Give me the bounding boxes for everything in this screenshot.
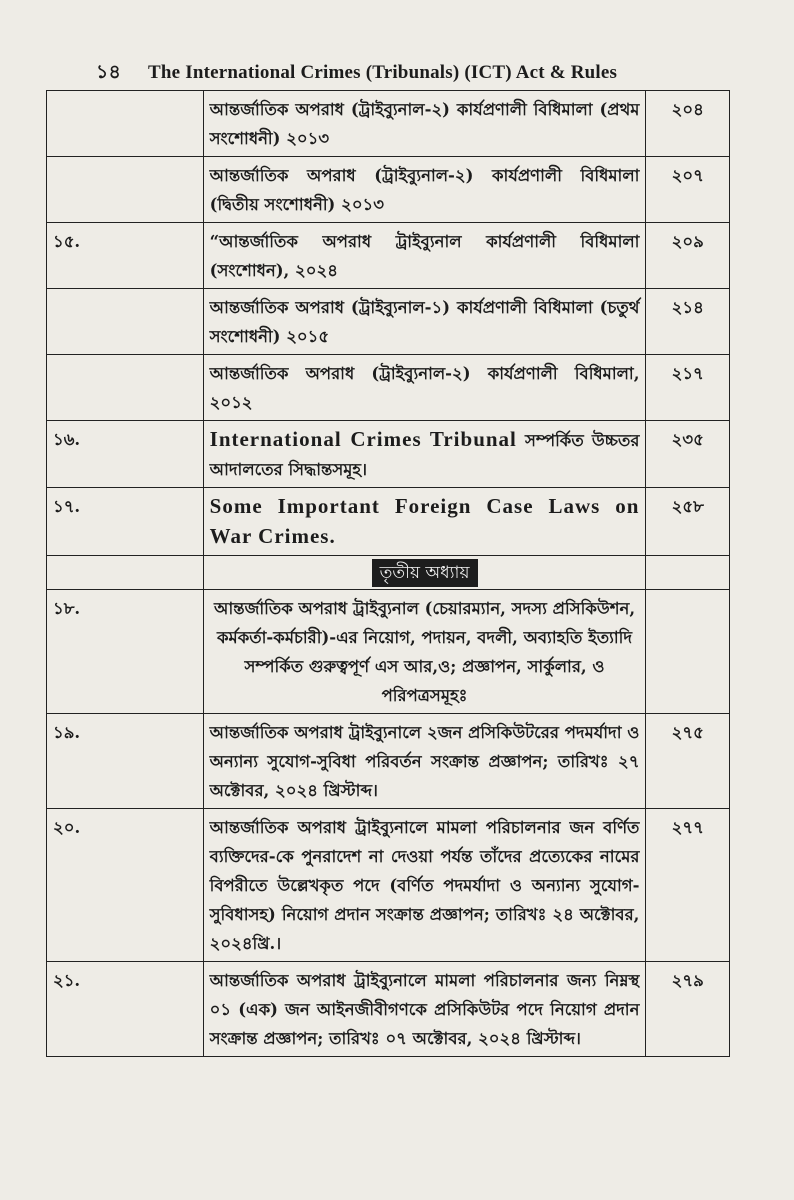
running-header [96,58,617,90]
entry-title: আন্তর্জাতিক অপরাধ (ট্রাইব্যুনাল-২) কার্যপ্রণালী বিধিমালা, ২০১২ [203,355,646,421]
entry-title: আন্তর্জাতিক অপরাধ ট্রাইব্যুনাল (চেয়ারম্যান, সদস্য প্রসিকিউশন, কর্মকর্তা-কর্মচারী)-এর নিয়োগ, পদায়ন, বদলী, অব্যাহতি ইত্যাদি সম্পর্কিত গুরুত্বপূর্ণ এস আর,ও; প্রজ্ঞাপন, সার্কুলার, ও পরিপত্রসমূহঃ [203,590,646,714]
table-row [47,223,730,289]
entry-page: ২০৭ [646,157,730,223]
entry-title: “আন্তর্জাতিক অপরাধ ট্রাইব্যুনাল কার্যপ্রণালী বিধিমালা (সংশোধন), ২০২৪ [203,223,646,289]
entry-title: আন্তর্জাতিক অপরাধ ট্রাইব্যুনালে মামলা পরিচালনার জন বর্ণিত ব্যক্তিদের-কে পুনরাদেশ না দেওয়া পর্যন্ত তাঁদের প্রত্যেকের নামের বিপরীতে উল্লেখকৃত পদে (বর্ণিত পদমর্যাদা ও অন্যান্য সুযোগ-সুবিধাসহ) নিয়োগ প্রদান সংক্রান্ত প্রজ্ঞাপন; তারিখঃ ২৪ অক্টোবর, ২০২৪খ্রি.। [203,809,646,962]
entry-number: ২০. [47,809,204,962]
entry-title-english: International Crimes Tribunal [209,427,517,451]
entry-number: ১৬. [47,421,204,488]
table-row [47,714,730,809]
entry-number: ১৮. [47,590,204,714]
entry-number: ১৫. [47,223,204,289]
chapter-cell [203,556,646,590]
entry-page: ২৫৮ [646,488,730,556]
chapter-row [47,556,730,590]
entry-number: ১৭. [47,488,204,556]
entry-title: আন্তর্জাতিক অপরাধ ট্রাইব্যুনালে ২জন প্রসিকিউটরের পদমর্যাদা ও অন্যান্য সুযোগ-সুবিধা পরিবর্তন সংক্রান্ত প্রজ্ঞাপন; তারিখঃ ২৭ অক্টোবর, ২০২৪ খ্রিস্টাব্দ। [203,714,646,809]
entry-page: ২৭৯ [646,962,730,1057]
table-row [47,91,730,157]
entry-number: ২১. [47,962,204,1057]
entry-number [47,157,204,223]
entry-page: ২৭৭ [646,809,730,962]
chapter-heading: তৃতীয় অধ্যায় [372,559,478,587]
table-row [47,809,730,962]
table-row [47,355,730,421]
entry-title [203,421,646,488]
entry-title [203,488,646,556]
entry-page: ২৩৫ [646,421,730,488]
entry-page: ২৭৫ [646,714,730,809]
entry-page: ২০৪ [646,91,730,157]
entry-page: ২০৯ [646,223,730,289]
entry-title-english: Some Important Foreign Case Laws on War Crimes. [209,494,640,548]
entry-title: আন্তর্জাতিক অপরাধ ট্রাইব্যুনালে মামলা পরিচালনার জন্য নিম্নস্থ ০১ (এক) জন আইনজীবীগণকে প্রসিকিউটর পদে নিয়োগ প্রদান সংক্রান্ত প্রজ্ঞাপন; তারিখঃ ০৭ অক্টোবর, ২০২৪ খ্রিস্টাব্দ। [203,962,646,1057]
entry-title-bangla: সম্পর্কিত উচ্চতর আদালতের সিদ্ধান্তসমূহ। [209,431,640,479]
contents-table [46,90,730,1057]
page-number: ১৪ [96,62,122,83]
table-row [47,962,730,1057]
book-title: The International Crimes (Tribunals) (ICT) Act & Rules [148,62,618,83]
table-row [47,590,730,714]
entry-title: আন্তর্জাতিক অপরাধ (ট্রাইব্যুনাল-২) কার্যপ্রণালী বিধিমালা (দ্বিতীয় সংশোধনী) ২০১৩ [203,157,646,223]
entry-page: ২১৭ [646,355,730,421]
entry-title: আন্তর্জাতিক অপরাধ (ট্রাইব্যুনাল-১) কার্যপ্রণালী বিধিমালা (চতুর্থ সংশোধনী) ২০১৫ [203,289,646,355]
entry-page [646,590,730,714]
entry-page: ২১৪ [646,289,730,355]
entry-number: ১৯. [47,714,204,809]
entry-title: আন্তর্জাতিক অপরাধ (ট্রাইব্যুনাল-২) কার্যপ্রণালী বিধিমালা (প্রথম সংশোধনী) ২০১৩ [203,91,646,157]
table-row [47,289,730,355]
table-row [47,488,730,556]
entry-number [47,289,204,355]
table-row [47,157,730,223]
table-row [47,421,730,488]
entry-number [47,91,204,157]
entry-number [47,355,204,421]
